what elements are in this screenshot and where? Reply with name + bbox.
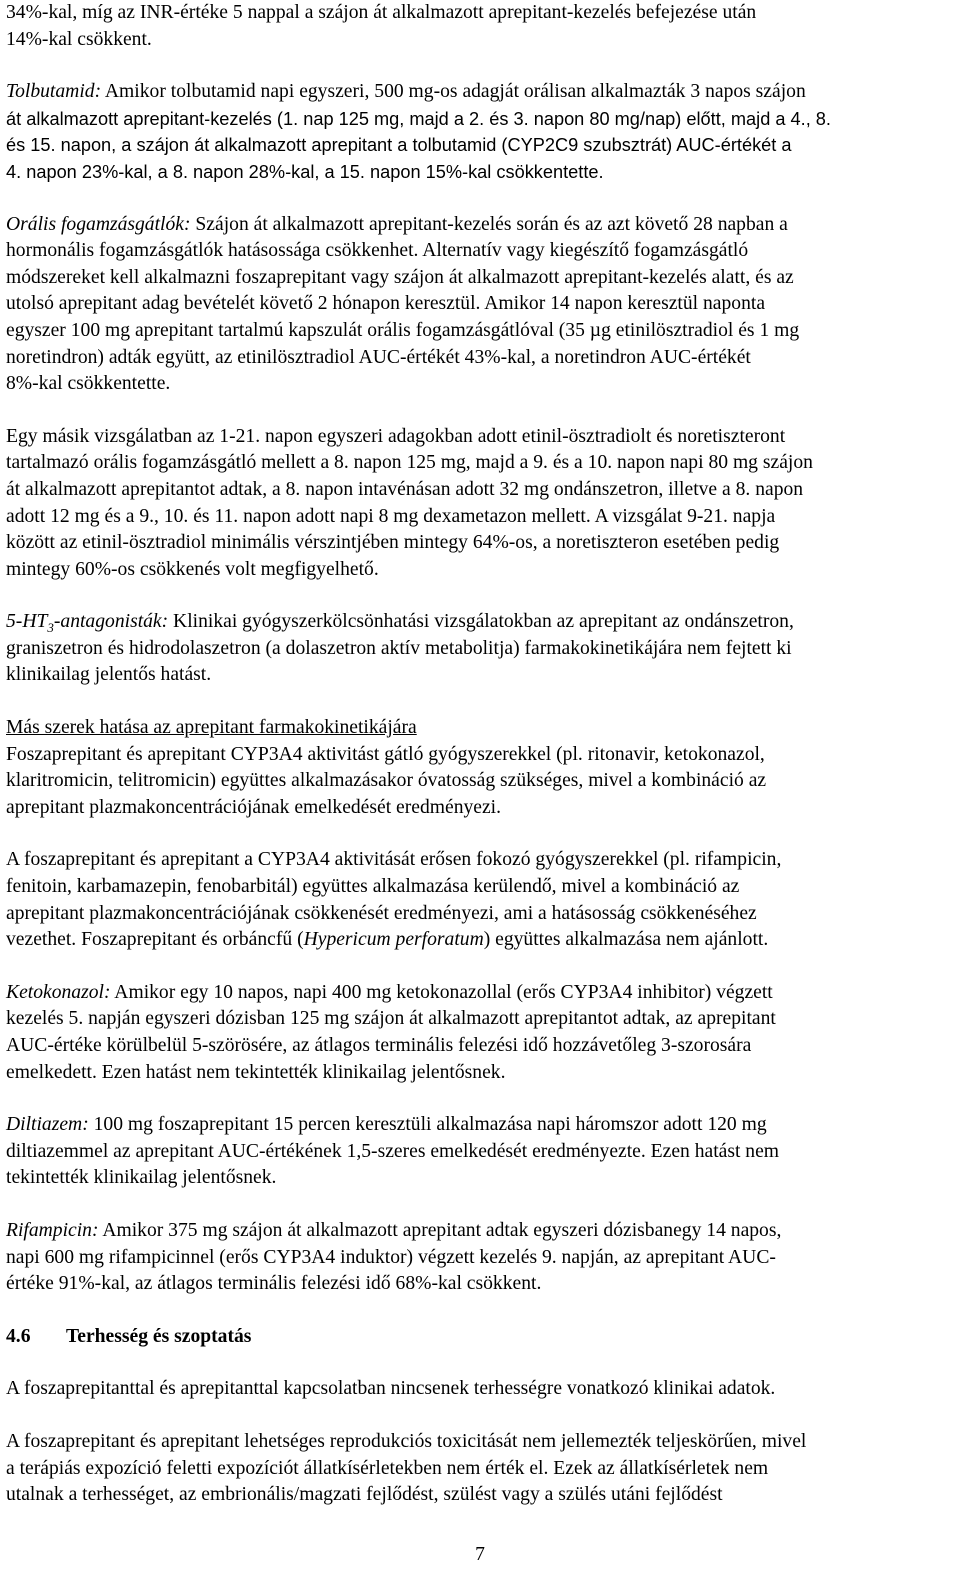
text-line: és 15. napon, a szájon át alkalmazott aprepitant a tolbutamid (CYP2C9 szubsztrát) AUC-értékét a (6, 135, 792, 156)
paragraph-another-study (6, 424, 950, 584)
text-line: adott 12 mg és a 9., 10. és 11. napon adott napi 8 mg dexametazon mellett. A vizsgálat 9-21. napja (6, 505, 776, 527)
text-line: mintegy 60%-os csökkenés volt megfigyelhető. (6, 558, 379, 580)
text-line: klinikailag jelentős hatást. (6, 664, 212, 686)
text-line: a terápiás expozíció feletti expozíciót állatkísérletekben nem érték el. Ezek az állatkísérletek nem (6, 1457, 769, 1479)
text-line: Foszaprepitant és aprepitant CYP3A4 aktivitást gátló gyógyszerekkel (pl. ritonavir, ketokonazol, (6, 743, 765, 765)
text-line: módszereket kell alkalmazni foszaprepitant vagy szájon át alkalmazott aprepitant-kezelés alatt, és az (6, 266, 794, 288)
text-run: Amikor egy 10 napos, napi 400 mg ketokonazollal (erős CYP3A4 inhibitor) végzett (110, 981, 773, 1003)
page-number: 7 (475, 1544, 485, 1565)
paragraph-pregnancy-data (6, 1376, 950, 1403)
paragraph-5ht3-antagonists (6, 609, 950, 689)
text-line: utalnak a terhességet, az embrionális/magzati fejlődést, szülést vagy a szülés utáni fejlődést (6, 1484, 723, 1506)
text-line: AUC-értéke körülbelül 5-szörösére, az átlagos terminális felezési idő hozzávetőleg 3-szorosára (6, 1035, 752, 1056)
document-page (6, 0, 950, 1509)
paragraph-rifampicin (6, 1218, 950, 1298)
text-line: 8%-kal csökkentette. (6, 373, 171, 395)
text-line: 4. napon 23%-kal, a 8. napon 28%-kal, a 15. napon 15%-kal csökkentette. (6, 161, 604, 182)
text-line: kezelés 5. napján egyszeri dózisban 125 mg szájon át alkalmazott aprepitantot adtak, az aprepitant (6, 1008, 776, 1030)
drug-label: $5-HT_3$-antagonisták: (6, 611, 169, 636)
paragraph-ketoconazole (6, 980, 950, 1086)
text-line: tekintették klinikailag jelentősnek. (6, 1167, 277, 1189)
section-heading: Más szerek hatása az aprepitant farmakokinetikájára (6, 717, 417, 739)
text-line: Egy másik vizsgálatban az 1-21. napon egyszeri adagokban adott etinil-ösztradiolt és noretiszteront (6, 425, 786, 447)
text-run: Amikor 375 mg szájon át alkalmazott aprepitant adtak egyszeri dózisbanegy 14 napos, (98, 1219, 782, 1241)
text-line: tartalmazó orális fogamzásgátló mellett a 8. napon 125 mg, majd a 9. és a 10. napon napi 80 mg szájon (6, 452, 813, 474)
text-line: noretindron) adták együtt, az etinilösztradiol AUC-értékét 43%-kal, a noretindron AUC-értékét (6, 346, 751, 368)
text-line: aprepitant plazmakoncentrációjának emelkedését eredményezi. (6, 796, 502, 818)
text-line: A foszaprepitant és aprepitant lehetséges reprodukciós toxicitását nem jellemezték teljeskörűen, mivel (6, 1430, 807, 1452)
text-line: utolsó aprepitant adag bevételét követő 2 hónapon keresztül. Amikor 14 napon keresztül naponta (6, 293, 766, 315)
section-heading-4-6 (6, 1324, 950, 1351)
text-line: emelkedett. Ezen hatást nem tekintették klinikailag jelentősnek. (6, 1061, 506, 1083)
drug-label: Ketokonazol: (6, 981, 111, 1003)
text-line: között az etinil-ösztradiol minimális vérszintjében mintegy 64%-os, a noretiszteron esetében pedig (6, 532, 780, 554)
text-run: Klinikai gyógyszerkölcsönhatási vizsgálatokban az aprepitant az ondánszetron, (168, 611, 794, 633)
text-run: Amikor tolbutamid napi egyszeri, 500 mg-os adagját orálisan alkalmazták 3 napos szájon (101, 81, 806, 103)
text-line: graniszetron és hidrodolaszetron (a dolaszetron aktív metabolitja) farmakokinetikájára nem fejtett ki (6, 637, 792, 659)
drug-label: Orális fogamzásgátlók: (6, 213, 191, 235)
text-line: fenitoin, karbamazepin, fenobarbitál) együttes alkalmazása kerülendő, mivel a kombináció az (6, 876, 740, 898)
drug-label: Tolbutamid: (6, 81, 102, 103)
paragraph-inducers: A foszaprepitant és aprepitant a CYP3A4 aktivitását erősen fokozó gyógyszerekkel (pl. rifampicin, fenitoin, karbamazepin, fenobarbitál) együttes alkalmazása kerülendő, mivel a kombináció az aprepitant plazmakoncentrációjának csökkenését eredményezi, ami a hatásosság csökkenéséhez vezethet. Foszaprepitant és orbáncfű (Hypericum perforatum) együttes alkalmazása nem ajánlott. (6, 847, 950, 953)
paragraph-reproductive-toxicity (6, 1429, 950, 1509)
text-line: napi 600 mg rifampicinnel (erős CYP3A4 induktor) végzett kezelés 9. napján, az aprepitant AUC- (6, 1246, 776, 1268)
text-line: A foszaprepitanttal és aprepitanttal kapcsolatban nincsenek terhességre vonatkozó klinikai adatok. (6, 1378, 776, 1400)
text-run: Szájon át alkalmazott aprepitant-kezelés során és az azt követő 28 napban a (190, 213, 788, 235)
text-line: 14%-kal csökkent. (6, 28, 152, 50)
text-line: értéke 91%-kal, az átlagos terminális felezési idő 68%-kal csökkent. (6, 1273, 542, 1295)
text-line: diltiazemmel az aprepitant AUC-értékének 1,5-szeres emelkedését eredményezte. Ezen hatást nem (6, 1140, 780, 1162)
paragraph-inr (6, 0, 950, 53)
text-line: A foszaprepitant és aprepitant a CYP3A4 aktivitását erősen fokozó gyógyszerekkel (pl. rifampicin, (6, 849, 782, 871)
text-line: klaritromicin, telitromicin) együttes alkalmazásakor óvatosság szükséges, mivel a kombináció az (6, 770, 767, 792)
text-line: át alkalmazott aprepitant-kezelés (1. nap 125 mg, majd a 2. és 3. napon 80 mg/nap) előtt, majd a 4., 8. (6, 108, 831, 129)
text-line: hormonális fogamzásgátlók hatásossága csökkenhet. Alternatív vagy kiegészítő fogamzásgátló (6, 240, 749, 262)
paragraph-diltiazem (6, 1112, 950, 1192)
section-number: 4.6 (6, 1325, 31, 1347)
drug-label: Diltiazem: (6, 1114, 89, 1136)
text-line: 34%-kal, míg az INR-értéke 5 nappal a szájon át alkalmazott aprepitant-kezelés befejezése után (6, 2, 757, 23)
latin-name: Hypericum perforatum (303, 929, 484, 951)
paragraph-tolbutamid (6, 79, 950, 185)
section-other-agents (6, 715, 950, 821)
paragraph-oral-contraceptives (6, 212, 950, 398)
drug-label: Rifampicin: (6, 1219, 99, 1241)
text-run: 100 mg foszaprepitant 15 percen keresztüli alkalmazása napi háromszor adott 120 mg (88, 1114, 767, 1136)
text-line: át alkalmazott aprepitantot adtak, a 8. napon intavénásan adott 32 mg ondánszetron, illetve a 8. napon (6, 478, 804, 500)
text-line: egyszer 100 mg aprepitant tartalmú kapszulát orális fogamzásgátlóval (35 µg etinilösztradiol és 1 mg (6, 319, 800, 341)
section-title: Terhesség és szoptatás (66, 1325, 252, 1347)
text-line: aprepitant plazmakoncentrációjának csökkenését eredményezi, ami a hatásosság csökkenéséhez (6, 902, 757, 924)
